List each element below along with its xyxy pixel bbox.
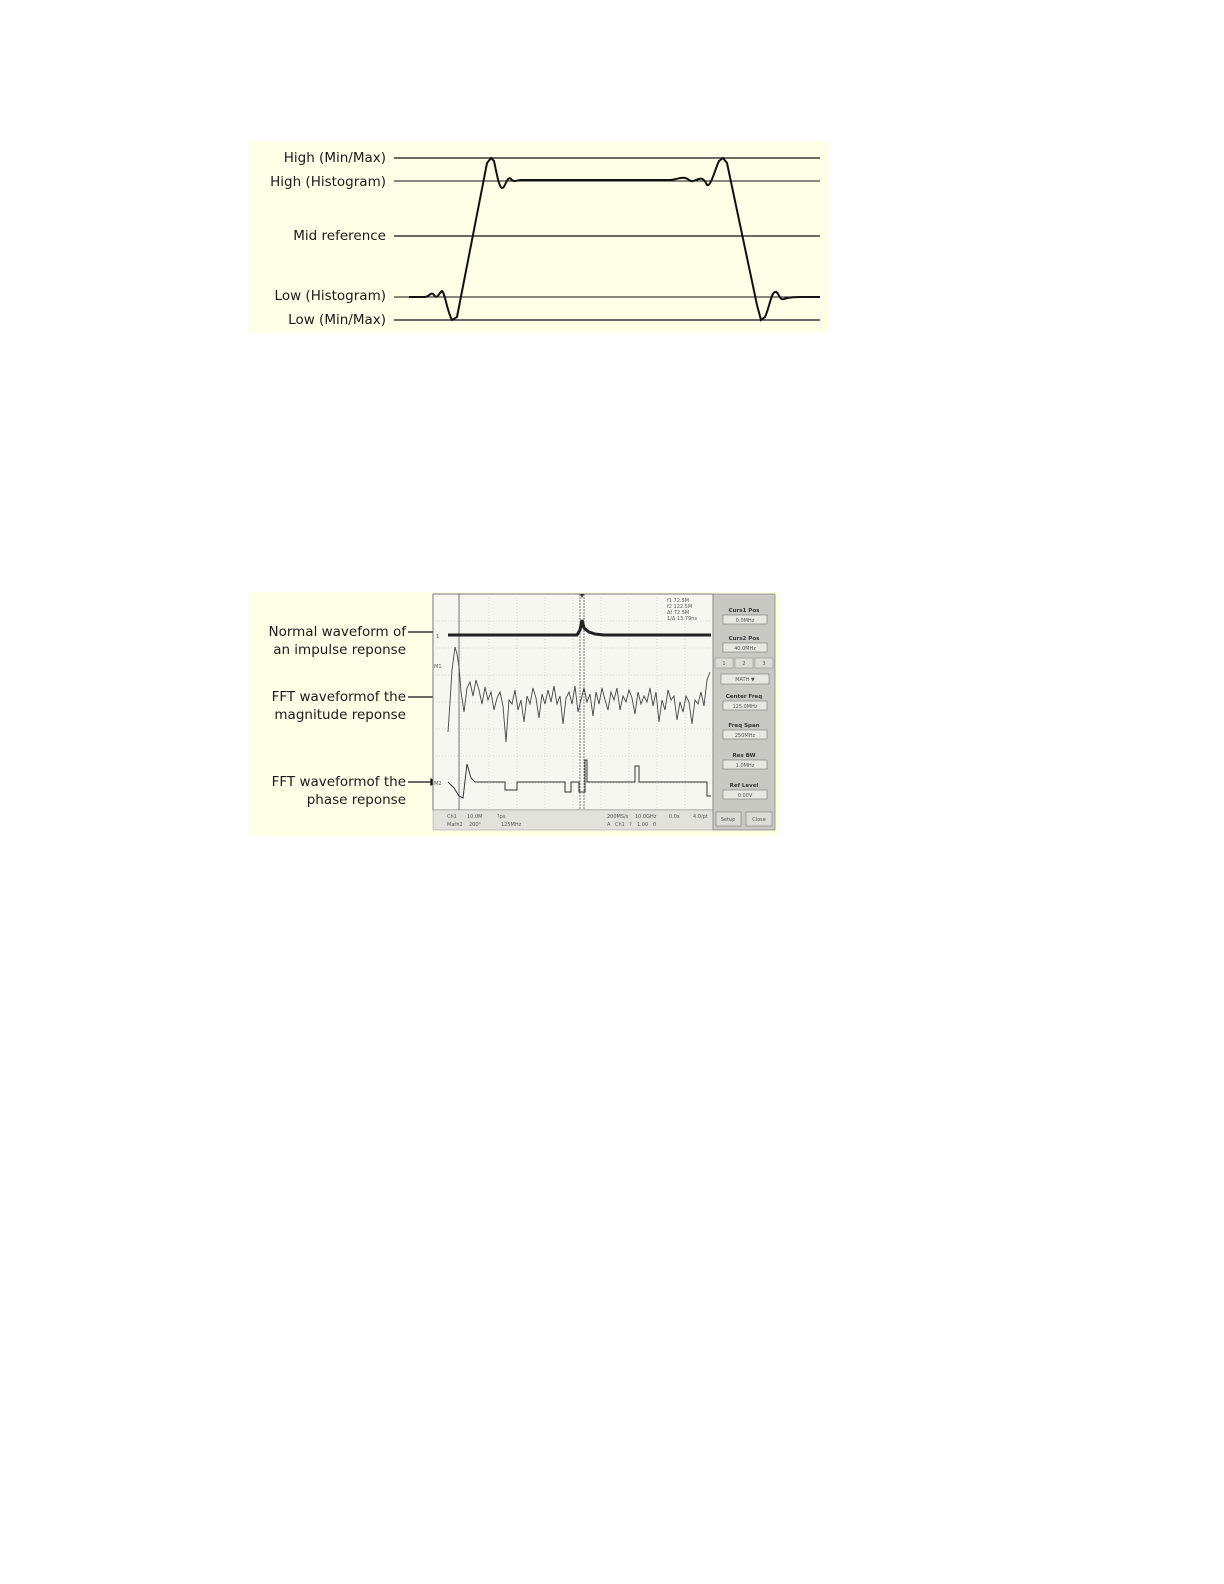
footer-scale: 10.0M [467, 814, 483, 820]
curs2-label: Curs2 Pos [728, 636, 760, 642]
scope-screen [433, 594, 713, 830]
footer-trig-a: A [607, 822, 611, 828]
freq-span-value: 250MHz [734, 733, 756, 739]
footer-trig-level: 1.00 [637, 822, 649, 828]
res-bw-label: Res BW [732, 753, 756, 759]
footer-bw: 10.0GHz [635, 814, 657, 820]
footer-ch: Ch1 [447, 814, 457, 820]
label-normal-line2: an impulse reponse [273, 642, 406, 658]
readout-line: f2 122.5M [667, 604, 693, 610]
curs1-label: Curs1 Pos [728, 608, 760, 614]
tab-2-label: 2 [742, 661, 746, 667]
readout-line: Δf 72.5M [667, 610, 690, 616]
footer-trig-slope: ? [629, 822, 632, 828]
center-freq-value: 125.0MHz [732, 704, 758, 710]
curs2-value: 40.0MHz [734, 646, 756, 652]
control-panel [713, 594, 775, 830]
ch1-ref-marker: 1 [436, 634, 440, 640]
tab-3-label: 3 [762, 661, 766, 667]
label-high-histogram: High (Histogram) [270, 174, 386, 190]
center-freq-label: Center Freq [725, 694, 763, 700]
readout-line: f1 72.5M [667, 598, 689, 604]
curs1-value: 0.0MHz [735, 618, 755, 624]
res-bw-value: 1.0MHz [735, 763, 755, 769]
label-mid-reference: Mid reference [293, 228, 386, 244]
footer-samplerate: 200MS/s [607, 814, 629, 820]
label-mag-line2: magnitude reponse [274, 707, 406, 723]
ref-level-value: 0.00V [737, 793, 753, 799]
ref-level-label: Ref Level [729, 783, 759, 789]
footer-pos: 0.0s [669, 814, 680, 820]
label-normal-line1: Normal waveform of [268, 624, 406, 640]
tab-1-label: 1 [722, 661, 726, 667]
close-button-label: Close [752, 817, 766, 823]
label-low-histogram: Low (Histogram) [274, 288, 386, 304]
m2-ref-marker: M2 [434, 781, 442, 787]
freq-span-label: Freq Span [728, 723, 760, 729]
footer-math-scale: 200° [469, 822, 482, 828]
footer-math: Math2 [447, 822, 463, 828]
label-low-minmax: Low (Min/Max) [288, 312, 386, 328]
math-dropdown-value: MATH ▼ [735, 677, 755, 683]
reference-levels-figure [249, 141, 829, 333]
label-phase-line2: phase reponse [306, 792, 406, 808]
label-high-minmax: High (Min/Max) [283, 150, 386, 166]
footer-trig-ch: Ch1 [615, 822, 625, 828]
fft-waveforms-figure [249, 592, 780, 836]
label-mag-line1: FFT waveformof the [271, 689, 406, 705]
readout-line: 1/Δ 13.79ns [667, 616, 697, 622]
setup-button-label: Setup [720, 817, 736, 823]
m1-ref-marker: M1 [434, 664, 442, 670]
footer-math-freq: 125MHz [501, 822, 522, 828]
footer-pt: 4.0/pt [693, 814, 708, 820]
footer-trig-val: 0 [653, 822, 657, 828]
label-phase-line1: FFT waveformof the [271, 774, 406, 790]
footer-time: ?ps [497, 814, 506, 820]
